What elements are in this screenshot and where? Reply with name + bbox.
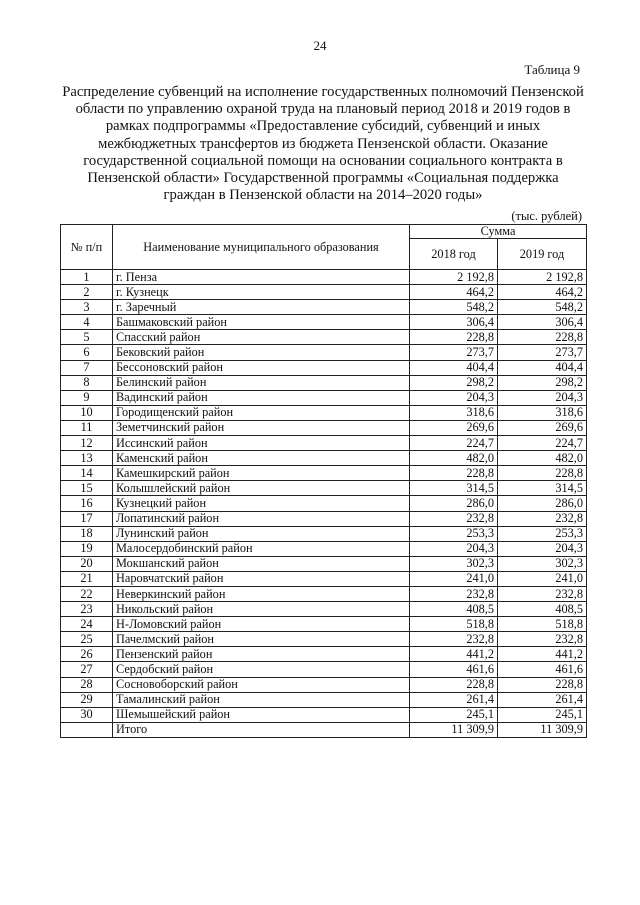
cell-y2019: 245,1 <box>498 707 587 722</box>
cell-y2019: 286,0 <box>498 496 587 511</box>
cell-name: г. Заречный <box>113 300 410 315</box>
cell-y2019: 302,3 <box>498 556 587 571</box>
cell-name: Колышлейский район <box>113 481 410 496</box>
cell-num: 27 <box>61 662 113 677</box>
cell-num: 6 <box>61 345 113 360</box>
cell-name: Бессоновский район <box>113 360 410 375</box>
cell-y2019: 306,4 <box>498 315 587 330</box>
cell-num: 19 <box>61 541 113 556</box>
cell-y2019: 441,2 <box>498 647 587 662</box>
cell-y2019: 404,4 <box>498 360 587 375</box>
cell-y2018: 228,8 <box>410 330 498 345</box>
table-row <box>61 285 587 300</box>
table-row <box>61 586 587 601</box>
cell-y2019: 518,8 <box>498 617 587 632</box>
cell-name: Мокшанский район <box>113 556 410 571</box>
cell-num: 29 <box>61 692 113 707</box>
total-row <box>61 722 587 737</box>
cell-num: 21 <box>61 571 113 586</box>
table-row <box>61 602 587 617</box>
cell-y2018: 273,7 <box>410 345 498 360</box>
cell-y2019: 224,7 <box>498 436 587 451</box>
table-row <box>61 571 587 586</box>
cell-y2018: 408,5 <box>410 602 498 617</box>
document-title: Распределение субвенций на исполнение государственных полномочий Пензенской области по управлению охраной труда на плановый период 2018 и 2019 годов в рамках подпрограммы «Предоставление субсидий, субвенций и иных межбюджетных трансфертов из бюджета Пензенской области. Оказание государственной социальной помощи на основании социального контракта в Пензенской области» Государственной программы «Социальная поддержка граждан в Пензенской области на 2014–2020 годы» <box>62 84 584 204</box>
cell-y2018: 253,3 <box>410 526 498 541</box>
cell-y2019: 204,3 <box>498 541 587 556</box>
cell-y2018: 204,3 <box>410 390 498 405</box>
cell-y2018: 269,6 <box>410 420 498 435</box>
table-label: Таблица 9 <box>524 62 580 77</box>
cell-name: Лунинский район <box>113 526 410 541</box>
cell-y2018: 302,3 <box>410 556 498 571</box>
table-row <box>61 541 587 556</box>
header-2019: 2019 год <box>498 239 587 270</box>
cell-name: Спасский район <box>113 330 410 345</box>
cell-y2018: 224,7 <box>410 436 498 451</box>
cell-y2019: 228,8 <box>498 330 587 345</box>
table-row <box>61 405 587 420</box>
cell-y2018: 318,6 <box>410 405 498 420</box>
cell-y2019: 548,2 <box>498 300 587 315</box>
cell-name: Камешкирский район <box>113 466 410 481</box>
units-note: (тыс. рублей) <box>511 209 582 223</box>
cell-y2019: 464,2 <box>498 285 587 300</box>
table-row <box>61 496 587 511</box>
cell-y2018: 306,4 <box>410 315 498 330</box>
table-row <box>61 511 587 526</box>
cell-num: 28 <box>61 677 113 692</box>
cell-num: 17 <box>61 511 113 526</box>
cell-y2018: 2 192,8 <box>410 270 498 285</box>
cell-num: 30 <box>61 707 113 722</box>
cell-y2019: 298,2 <box>498 375 587 390</box>
table-row <box>61 707 587 722</box>
table-row <box>61 375 587 390</box>
cell-y2018: 232,8 <box>410 586 498 601</box>
cell-y2018: 261,4 <box>410 692 498 707</box>
table-row <box>61 300 587 315</box>
cell-y2019: 2 192,8 <box>498 270 587 285</box>
cell-y2019: 269,6 <box>498 420 587 435</box>
cell-num: 20 <box>61 556 113 571</box>
cell-name: Тамалинский район <box>113 692 410 707</box>
cell-y2019: 318,6 <box>498 405 587 420</box>
cell-y2018: 241,0 <box>410 571 498 586</box>
cell-name: Каменский район <box>113 451 410 466</box>
cell-y2019: 273,7 <box>498 345 587 360</box>
cell-num <box>61 722 113 737</box>
cell-name: г. Кузнецк <box>113 285 410 300</box>
table-row <box>61 315 587 330</box>
cell-name: Сосновоборский район <box>113 677 410 692</box>
cell-num: 16 <box>61 496 113 511</box>
cell-y2019: 11 309,9 <box>498 722 587 737</box>
header-sum: Сумма <box>410 225 587 239</box>
cell-name: Башмаковский район <box>113 315 410 330</box>
cell-y2018: 204,3 <box>410 541 498 556</box>
cell-name: Никольский район <box>113 602 410 617</box>
cell-y2019: 204,3 <box>498 390 587 405</box>
cell-num: 7 <box>61 360 113 375</box>
cell-num: 18 <box>61 526 113 541</box>
cell-name: Пачелмский район <box>113 632 410 647</box>
cell-name: Вадинский район <box>113 390 410 405</box>
cell-y2019: 482,0 <box>498 451 587 466</box>
cell-num: 1 <box>61 270 113 285</box>
cell-y2018: 518,8 <box>410 617 498 632</box>
table-row <box>61 617 587 632</box>
cell-name: Кузнецкий район <box>113 496 410 511</box>
cell-name: Иссинский район <box>113 436 410 451</box>
cell-y2018: 298,2 <box>410 375 498 390</box>
cell-name: Малосердобинский район <box>113 541 410 556</box>
cell-num: 12 <box>61 436 113 451</box>
cell-num: 10 <box>61 405 113 420</box>
cell-y2018: 11 309,9 <box>410 722 498 737</box>
cell-name: Земетчинский район <box>113 420 410 435</box>
cell-y2019: 261,4 <box>498 692 587 707</box>
subvention-table <box>60 224 587 738</box>
table-row <box>61 662 587 677</box>
page-number: 24 <box>313 38 327 53</box>
cell-y2018: 314,5 <box>410 481 498 496</box>
table-row <box>61 436 587 451</box>
cell-y2018: 548,2 <box>410 300 498 315</box>
cell-y2019: 461,6 <box>498 662 587 677</box>
cell-name: Сердобский район <box>113 662 410 677</box>
table-row <box>61 345 587 360</box>
header-num: № п/п <box>61 225 113 270</box>
cell-num: 26 <box>61 647 113 662</box>
header-2018: 2018 год <box>410 239 498 270</box>
cell-num: 22 <box>61 586 113 601</box>
cell-y2018: 228,8 <box>410 677 498 692</box>
cell-y2019: 241,0 <box>498 571 587 586</box>
cell-num: 14 <box>61 466 113 481</box>
cell-y2019: 232,8 <box>498 586 587 601</box>
cell-name: Пензенский район <box>113 647 410 662</box>
cell-y2018: 461,6 <box>410 662 498 677</box>
cell-num: 23 <box>61 602 113 617</box>
cell-name: Лопатинский район <box>113 511 410 526</box>
header-name: Наименование муниципального образования <box>113 225 410 270</box>
cell-y2019: 232,8 <box>498 632 587 647</box>
cell-y2018: 245,1 <box>410 707 498 722</box>
table-row <box>61 390 587 405</box>
cell-y2018: 404,4 <box>410 360 498 375</box>
table-row <box>61 556 587 571</box>
table-row <box>61 647 587 662</box>
cell-name: Итого <box>113 722 410 737</box>
table-row <box>61 420 587 435</box>
cell-name: г. Пенза <box>113 270 410 285</box>
table-row <box>61 330 587 345</box>
cell-name: Городищенский район <box>113 405 410 420</box>
table-row <box>61 466 587 481</box>
cell-y2018: 232,8 <box>410 511 498 526</box>
cell-y2018: 286,0 <box>410 496 498 511</box>
cell-num: 8 <box>61 375 113 390</box>
cell-y2019: 228,8 <box>498 677 587 692</box>
cell-name: Наровчатский район <box>113 571 410 586</box>
cell-num: 11 <box>61 420 113 435</box>
cell-y2019: 253,3 <box>498 526 587 541</box>
table-row <box>61 481 587 496</box>
cell-num: 4 <box>61 315 113 330</box>
table-row <box>61 451 587 466</box>
cell-y2018: 464,2 <box>410 285 498 300</box>
table-row <box>61 632 587 647</box>
table-body <box>61 270 587 738</box>
table-row <box>61 692 587 707</box>
table-row <box>61 270 587 285</box>
cell-num: 5 <box>61 330 113 345</box>
cell-y2019: 408,5 <box>498 602 587 617</box>
cell-num: 13 <box>61 451 113 466</box>
cell-num: 3 <box>61 300 113 315</box>
cell-y2018: 228,8 <box>410 466 498 481</box>
cell-num: 2 <box>61 285 113 300</box>
cell-y2018: 482,0 <box>410 451 498 466</box>
cell-num: 25 <box>61 632 113 647</box>
cell-num: 9 <box>61 390 113 405</box>
table-row <box>61 526 587 541</box>
table-row <box>61 360 587 375</box>
table-row <box>61 677 587 692</box>
cell-y2019: 314,5 <box>498 481 587 496</box>
cell-name: Н-Ломовский район <box>113 617 410 632</box>
cell-y2019: 228,8 <box>498 466 587 481</box>
cell-y2018: 441,2 <box>410 647 498 662</box>
cell-num: 24 <box>61 617 113 632</box>
cell-num: 15 <box>61 481 113 496</box>
cell-name: Белинский район <box>113 375 410 390</box>
cell-y2019: 232,8 <box>498 511 587 526</box>
cell-name: Неверкинский район <box>113 586 410 601</box>
cell-y2018: 232,8 <box>410 632 498 647</box>
cell-name: Шемышейский район <box>113 707 410 722</box>
cell-name: Бековский район <box>113 345 410 360</box>
